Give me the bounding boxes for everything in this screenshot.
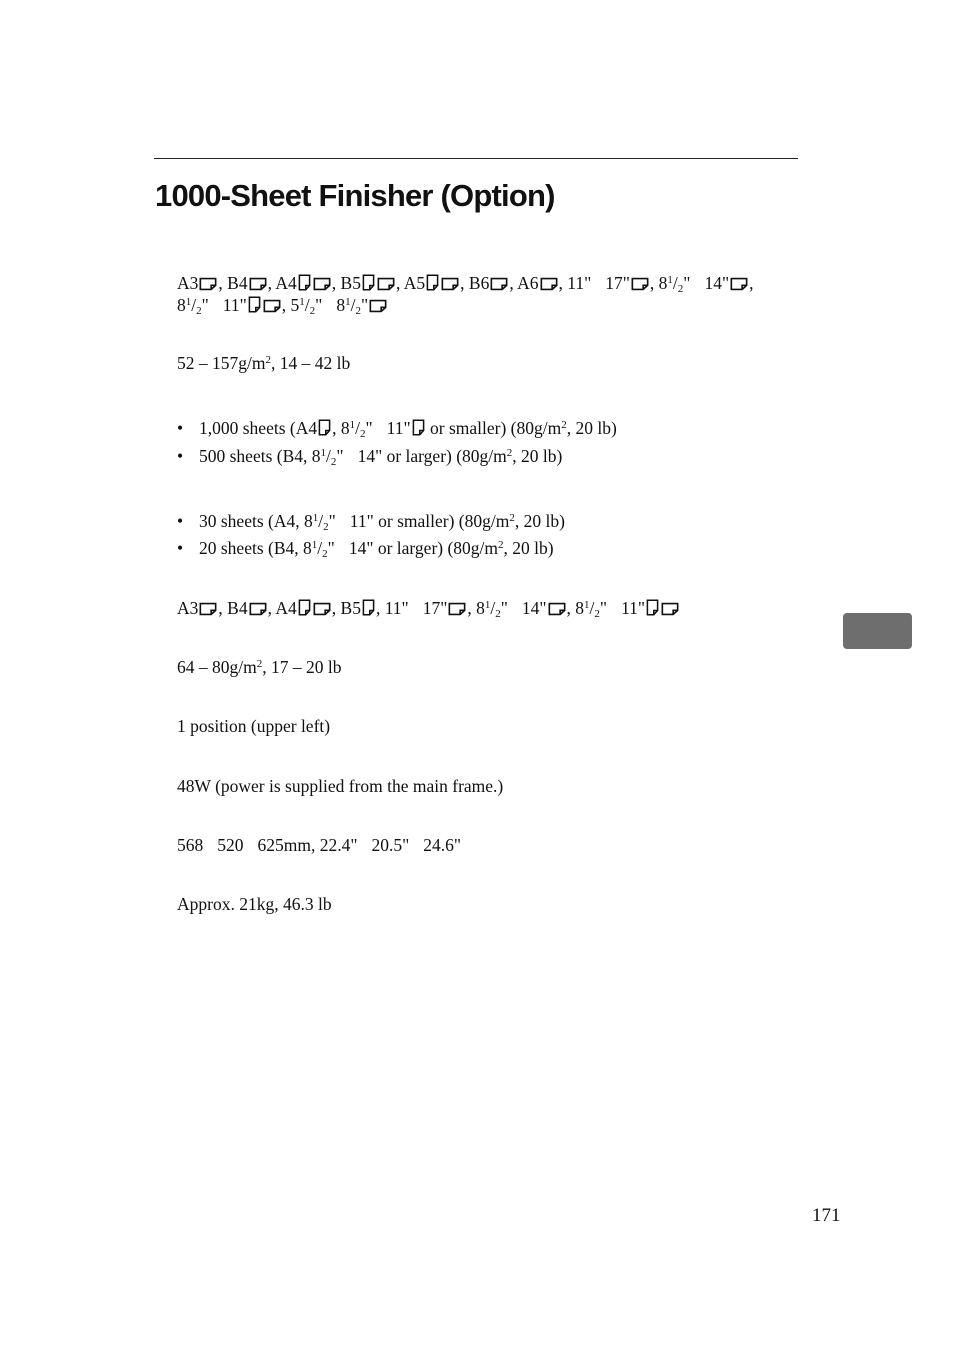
- size-letter-int: , 8: [566, 598, 585, 618]
- size-half-letter: ": [315, 295, 323, 315]
- paper-landscape-icon: [313, 277, 331, 291]
- frac-num: 1: [484, 599, 491, 611]
- frac-den: 2: [323, 521, 329, 533]
- frac-den: 2: [495, 608, 501, 620]
- frac-den: 2: [309, 305, 316, 317]
- stack-text-d: 11": [386, 418, 411, 438]
- frac-num: 1: [311, 539, 318, 551]
- paper-weight: [177, 352, 350, 374]
- size-half-letter-q: ": [360, 295, 369, 315]
- staple-text-c: ": [328, 511, 336, 531]
- staple-text-c: ": [327, 538, 335, 558]
- superscript: 2: [509, 512, 515, 524]
- size-ledger: , 11": [558, 273, 592, 293]
- line-end: ,: [749, 273, 754, 293]
- size-ledger-b: 17": [605, 273, 630, 293]
- paper-landscape-icon: [249, 277, 267, 291]
- size-half-letter-b: 8: [336, 295, 346, 315]
- staple-text-f: , 20 lb): [514, 511, 565, 531]
- size-a4: , A4: [267, 598, 297, 618]
- size-b5: , B5: [331, 598, 361, 618]
- paper-landscape-icon: [377, 277, 395, 291]
- stack-text-f: , 20 lb): [566, 418, 617, 438]
- frac-den: 2: [322, 548, 328, 560]
- paper-landscape-icon: [263, 299, 281, 313]
- staple-paper-size: A3 , B4 , A4 , B5 , 11" 17" , $8^1/_2$" 14" , $8^1/_2$" 11": [177, 597, 680, 619]
- frac-num: 1: [299, 296, 305, 308]
- paper-landscape-icon: [441, 277, 459, 291]
- frac-num: 1: [345, 296, 351, 308]
- paper-portrait-icon: [362, 274, 375, 291]
- staple-position: 1 position (upper left): [177, 716, 331, 736]
- superscript: 2: [506, 447, 513, 459]
- dimension-height-in: 24.6": [423, 835, 462, 855]
- size-letter: ": [201, 295, 209, 315]
- paper-landscape-icon: [490, 277, 508, 291]
- staple-paper-weight: [177, 656, 341, 678]
- staple-text-d: 14" or larger) (80g/m: [348, 538, 499, 558]
- size-letter-b: 11": [621, 598, 646, 618]
- size-ledger-b: 17": [422, 598, 448, 618]
- paper-landscape-icon: [548, 602, 566, 616]
- paper-landscape-icon: [730, 277, 748, 291]
- staple-capacity-item-1: • 30 sheets (A4, $8^1/_2$" 11" or smaller) ($80g/m^2$, 20 lb): [177, 511, 565, 533]
- frac-num: 1: [349, 419, 356, 431]
- stack-text-e: or smaller) (80g/m: [430, 418, 562, 438]
- staple-text-a: 20 sheets (B4, 8: [199, 538, 312, 558]
- size-letter: ": [599, 598, 608, 618]
- paper-portrait-icon: [298, 599, 311, 616]
- frac-den: 2: [196, 305, 202, 317]
- stack-text-a: 1,000 sheets (A4: [199, 418, 318, 438]
- size-legal: ": [683, 273, 691, 293]
- size-b4: , B4: [218, 598, 248, 618]
- header-rule: [154, 158, 798, 159]
- size-ledger: , 11": [375, 598, 409, 618]
- paper-portrait-icon: [412, 419, 425, 436]
- frac-den: 2: [355, 305, 361, 317]
- size-b4: , B4: [218, 273, 248, 293]
- paper-portrait-icon: [646, 599, 659, 616]
- frac-num: 1: [320, 447, 327, 459]
- stack-capacity-item-1: • 1,000 sheets (A4 , $8^1/_2$" 11" or smaller) ($80g/m^2$, 20 lb): [177, 418, 617, 440]
- power-consumption: 48W (power is supplied from the main frame.): [177, 776, 504, 796]
- frac-num: 1: [667, 274, 673, 286]
- size-letter-int: 8: [177, 295, 186, 315]
- dimension-depth: 520: [217, 835, 244, 855]
- size-legal: ": [500, 598, 508, 618]
- stack-text-c: ": [365, 418, 373, 438]
- size-legal-int: , 8: [467, 598, 485, 618]
- stack-capacity-item-2: • 500 sheets (B4, $8^1/_2$" 14" or larger) ($80g/m^2$, 20 lb): [177, 446, 563, 468]
- frac-num: 1: [312, 512, 319, 524]
- stack-text-a: 500 sheets (B4, 8: [199, 446, 321, 466]
- size-a3: A3: [177, 273, 199, 293]
- size-a3: A3: [177, 598, 199, 618]
- size-a5: , A5: [395, 273, 426, 293]
- bullet-icon: •: [177, 418, 184, 438]
- superscript: 2: [265, 354, 271, 366]
- frac-num: 1: [185, 296, 192, 308]
- staple-weight-tail: , 17 – 20 lb: [262, 657, 342, 677]
- bullet-icon: •: [177, 511, 184, 531]
- paper-size-line-1: A3 , B4 , A4 , B5 , A5 , B6 , A6 , 11" 17" , $8^1/_2$" 14" ,: [177, 273, 754, 295]
- dimension-width: 568: [177, 835, 204, 855]
- paper-landscape-icon: [199, 602, 217, 616]
- bullet-icon: •: [177, 538, 184, 558]
- weight: Approx. 21kg, 46.3 lb: [177, 894, 332, 914]
- bullet-icon: •: [177, 446, 184, 466]
- chapter-tab: [843, 613, 912, 649]
- frac-num: 1: [584, 599, 590, 611]
- stack-text-b: , 8: [332, 418, 350, 438]
- paper-size-line-2: $8^1/_2$" 11" , $5^1/_2$" $8^1/_2$": [177, 294, 388, 316]
- size-half-letter-int: , 5: [281, 295, 300, 315]
- frac-den: 2: [594, 608, 600, 620]
- paper-landscape-icon: [313, 602, 331, 616]
- paper-portrait-icon: [248, 296, 261, 313]
- size-letter-b: 11": [222, 295, 247, 315]
- paper-landscape-icon: [448, 602, 466, 616]
- superscript: 2: [561, 419, 567, 431]
- paper-landscape-icon: [661, 602, 679, 616]
- size-b5: , B5: [331, 273, 361, 293]
- paper-portrait-icon: [318, 419, 331, 436]
- size-legal-b: 14": [521, 598, 547, 618]
- size-a4: , A4: [267, 273, 297, 293]
- paper-landscape-icon: [249, 602, 267, 616]
- paper-landscape-icon: [631, 277, 649, 291]
- paper-landscape-icon: [540, 277, 558, 291]
- staple-text-f: , 20 lb): [503, 538, 554, 558]
- page-number: 171: [812, 1205, 841, 1226]
- size-legal-b: 14": [704, 273, 730, 293]
- frac-den: 2: [359, 428, 366, 440]
- superscript: 2: [256, 658, 263, 670]
- staple-text-a: 30 sheets (A4, 8: [199, 511, 313, 531]
- paper-landscape-icon: [199, 277, 217, 291]
- page-title: 1000-Sheet Finisher (Option): [155, 178, 555, 213]
- paper-portrait-icon: [362, 599, 375, 616]
- dimension-depth-in: 20.5": [371, 835, 410, 855]
- size-legal-int: , 8: [649, 273, 668, 293]
- paper-weight-tail: , 14 – 42 lb: [270, 353, 351, 373]
- superscript: 2: [498, 539, 504, 551]
- stack-text-d: 14" or larger) (80g/m: [357, 446, 507, 466]
- paper-portrait-icon: [298, 274, 311, 291]
- paper-weight-text: 52 – 157g/m: [177, 353, 266, 373]
- dimension-height: 625mm, 22.4": [257, 835, 358, 855]
- stack-text-f: , 20 lb): [512, 446, 563, 466]
- frac-den: 2: [330, 456, 337, 468]
- size-a6: , A6: [509, 273, 539, 293]
- stack-text-c: ": [336, 446, 344, 466]
- paper-landscape-icon: [369, 299, 387, 313]
- frac-den: 2: [677, 283, 684, 295]
- paper-portrait-icon: [426, 274, 439, 291]
- dimensions: [177, 834, 461, 856]
- size-b6: , B6: [460, 273, 490, 293]
- staple-text-d: 11" or smaller) (80g/m: [349, 511, 510, 531]
- staple-capacity-item-2: • 20 sheets (B4, $8^1/_2$" 14" or larger) ($80g/m^2$, 20 lb): [177, 538, 554, 560]
- staple-weight-text: 64 – 80g/m: [177, 657, 257, 677]
